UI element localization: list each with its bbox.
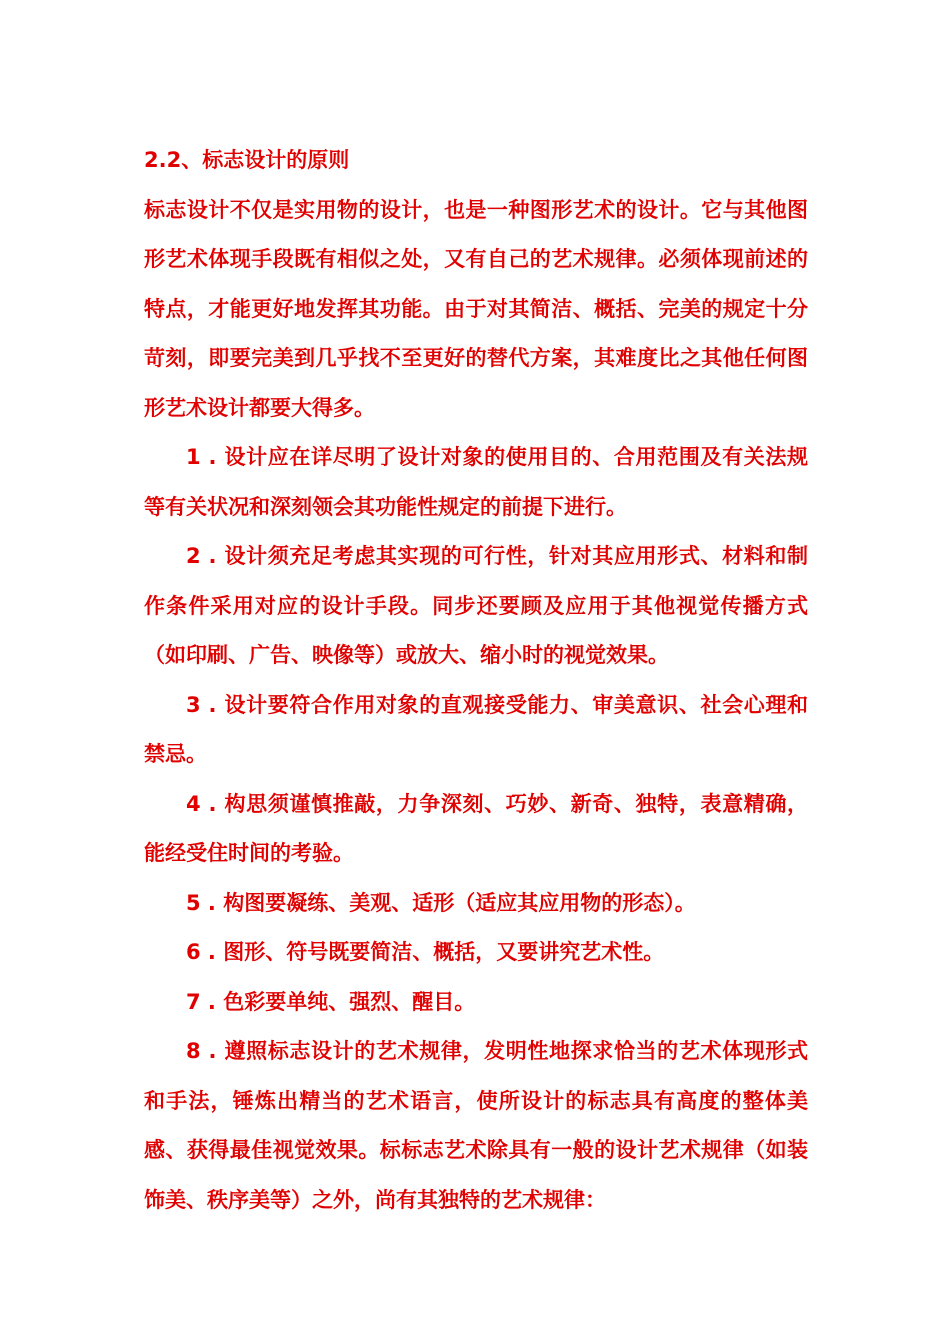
section-heading: 2.2、标志设计的原则 bbox=[144, 148, 350, 172]
document-body bbox=[144, 136, 808, 1225]
principle-item-7: 7 . 色彩要单纯、强烈、醒目。 bbox=[186, 989, 476, 1014]
principle-item-2: 2 . 设计须充足考虑其实现的可行性，针对其应用形式、材料和制作条件采用对应的设计手段。同步还要顾及应用于其他视觉传播方式（如印刷、广告、映像等）或放大、缩小时的视觉效果。 bbox=[144, 544, 808, 667]
principle-item-8: 8 . 遵照标志设计的艺术规律，发明性地探求恰当的艺术体现形式和手法，锤炼出精当的艺术语言，使所设计的标志具有高度的整体美感、获得最佳视觉效果。标标志艺术除具有一般的设计艺术规律（如装饰美、秩序美等）之外，尚有其独特的艺术规律： bbox=[144, 1039, 808, 1212]
intro-paragraph: 标志设计不仅是实用物的设计，也是一种图形艺术的设计。它与其他图形艺术体现手段既有相似之处，又有自己的艺术规律。必须体现前述的特点，才能更好地发挥其功能。由于对其简洁、概括、完美的规定十分苛刻，即要完美到几乎找不至更好的替代方案，其难度比之其他任何图形艺术设计都要大得多。 bbox=[144, 197, 808, 420]
principle-item-6: 6 . 图形、符号既要简洁、概括，又要讲究艺术性。 bbox=[186, 940, 665, 964]
principle-item-3: 3 . 设计要符合作用对象的直观接受能力、审美意识、社会心理和禁忌。 bbox=[144, 692, 808, 766]
principle-item-4: 4 . 构思须谨慎推敲，力争深刻、巧妙、新奇、独特，表意精确，能经受住时间的考验。 bbox=[144, 791, 808, 865]
principle-item-5: 5 . 构图要凝练、美观、适形（适应其应用物的形态）。 bbox=[186, 890, 696, 915]
principle-item-1: 1 . 设计应在详尽明了设计对象的使用目的、合用范围及有关法规等有关状况和深刻领会其功能性规定的前提下进行。 bbox=[144, 445, 808, 519]
